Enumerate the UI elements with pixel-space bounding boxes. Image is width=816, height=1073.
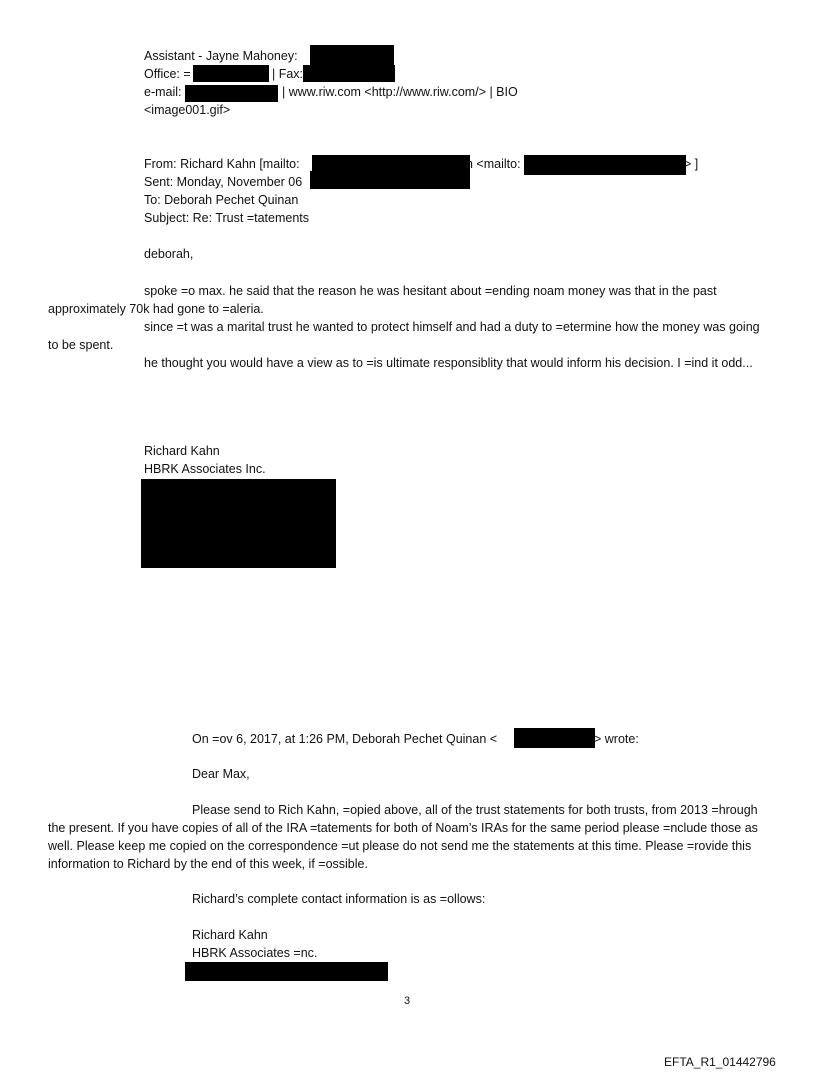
redaction-box bbox=[310, 45, 394, 65]
quote-body: Please send to Rich Kahn, =opied above, all of the trust statements for both trusts, from 2013 =hrough the present. If you have copies of all of the IRA =tatements for both of Noam’s IRAs for the same period please =nclude those as well. Please keep me copied on the correspondence =ut please do not send me the statements at this time. Please =rovide this information to Richard by the end of this week, if =ossible. bbox=[48, 803, 758, 871]
paragraph: he thought you would have a view as to =is ultimate responsiblity that would inform his decision. I =ind it odd... bbox=[144, 356, 753, 370]
contact-name: Richard Kahn bbox=[192, 928, 268, 942]
quote-intro-suffix: > wrote: bbox=[594, 732, 639, 746]
redaction-box bbox=[185, 962, 388, 981]
signature-company: HBRK Associates Inc. bbox=[144, 462, 266, 476]
bates-number: EFTA_R1_01442796 bbox=[664, 1055, 776, 1069]
redaction-box bbox=[193, 65, 269, 82]
assistant-line: Assistant - Jayne Mahoney: bbox=[144, 49, 298, 63]
contact-company: HBRK Associates =nc. bbox=[192, 946, 318, 960]
redaction-box bbox=[310, 171, 470, 189]
greeting: deborah, bbox=[144, 247, 194, 261]
redaction-box bbox=[141, 479, 336, 568]
quote-greeting: Dear Max, bbox=[192, 767, 250, 781]
redaction-box bbox=[514, 728, 595, 748]
to-line: To: Deborah Pechet Quinan bbox=[144, 193, 299, 207]
website-links: | www.riw.com <http://www.riw.com/> | BIO bbox=[282, 85, 518, 99]
sent-line: Sent: Monday, November 06 bbox=[144, 175, 303, 189]
email-label: e-mail: bbox=[144, 85, 182, 99]
redaction-box bbox=[524, 155, 686, 175]
mailto-fragment: n <mailto: bbox=[466, 157, 521, 171]
quote-intro: On =ov 6, 2017, at 1:26 PM, Deborah Pechet Quinan < bbox=[192, 732, 498, 746]
redaction-box bbox=[185, 85, 278, 102]
paragraph: since =t was a marital trust he wanted to protect himself and had a duty to =etermine how the money was going to be spent. bbox=[48, 320, 760, 352]
paragraph: spoke =o max. he said that the reason he was hesitant about =ending noam money was that in the past approximately 70k had gone to =aleria. bbox=[48, 284, 717, 316]
fax-label: | Fax: bbox=[272, 67, 304, 81]
image-placeholder: <image001.gif> bbox=[144, 103, 231, 117]
page-number: 3 bbox=[404, 995, 411, 1007]
mailto-end: > ] bbox=[684, 157, 699, 171]
from-line: From: Richard Kahn [mailto: bbox=[144, 157, 300, 171]
office-line: Office: = bbox=[144, 67, 191, 81]
contact-intro: Richard’s complete contact information is as =ollows: bbox=[192, 892, 486, 906]
signature-name: Richard Kahn bbox=[144, 444, 220, 458]
subject-line: Subject: Re: Trust =tatements bbox=[144, 211, 310, 225]
redaction-box bbox=[303, 65, 395, 82]
